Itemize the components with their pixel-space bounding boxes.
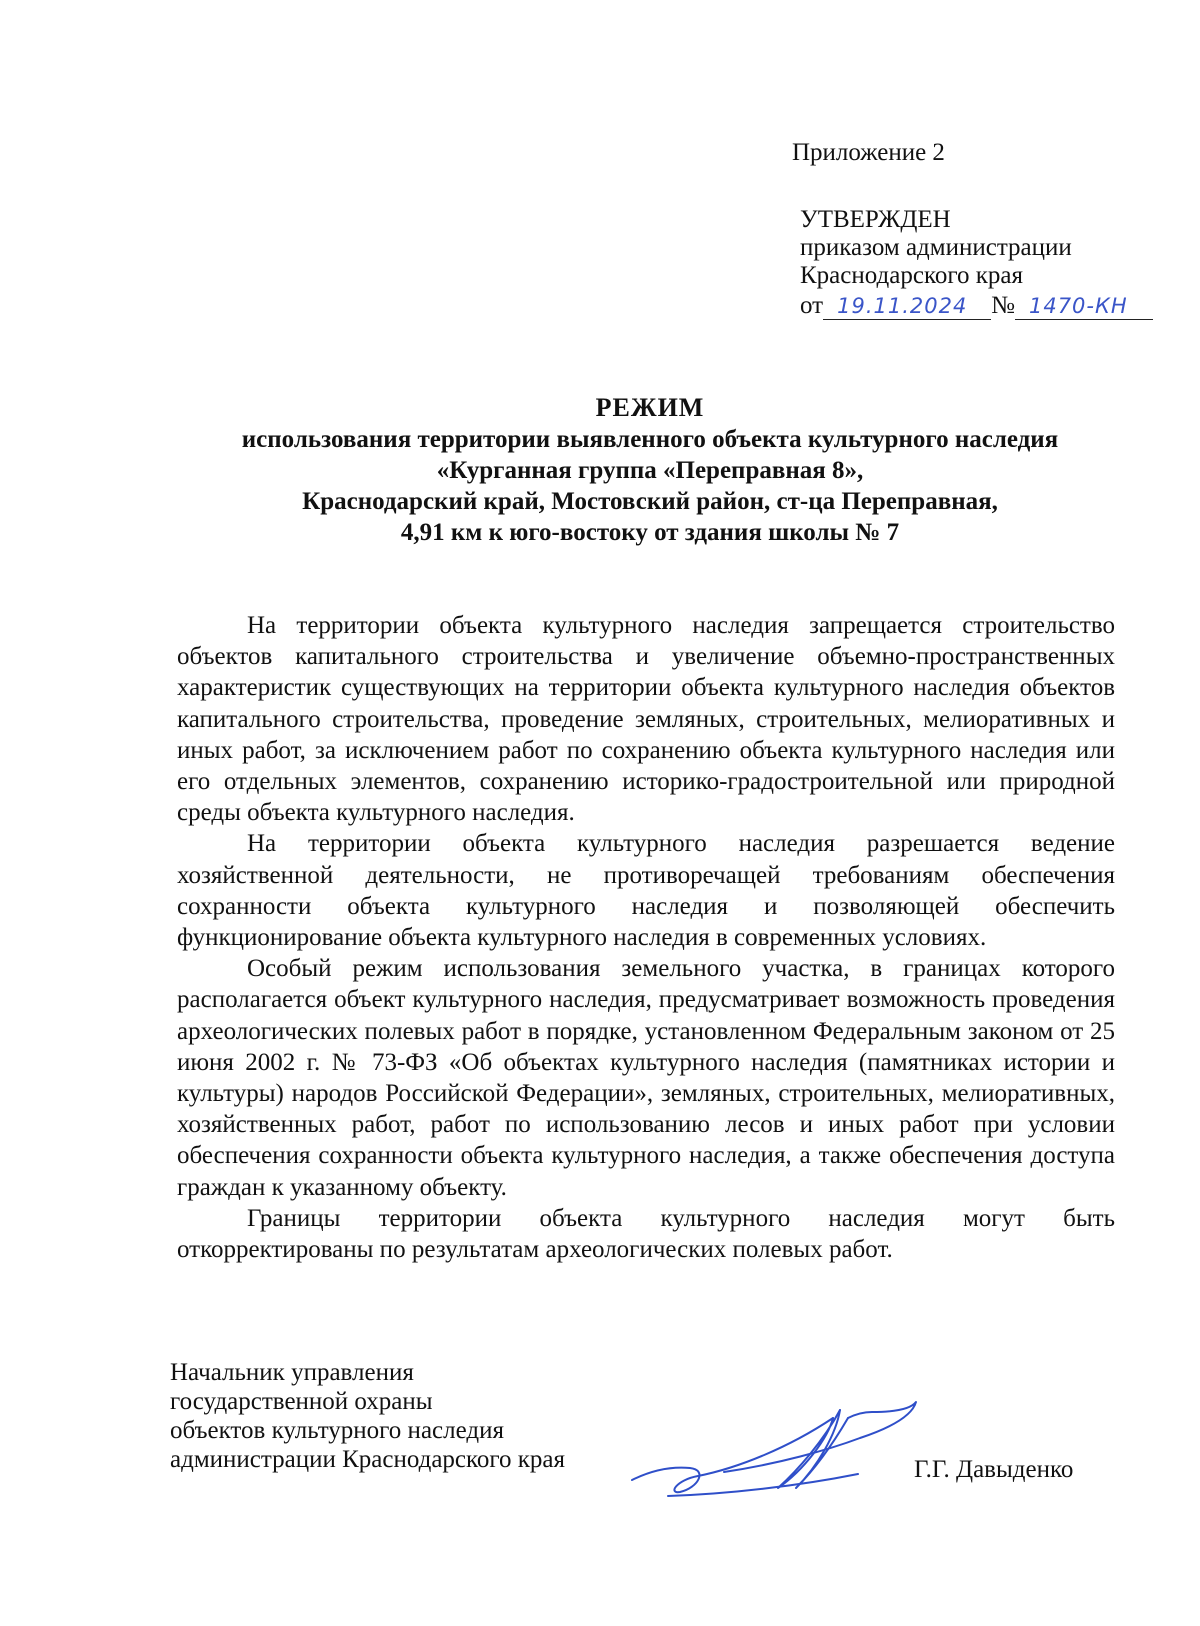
paragraph-prohibition: На территории объекта культурного наследия запрещается строительство объектов капитального строительства и увеличение объемно-пространственных характеристик существующих на территории объекта культурного наследия объектов капитального строительства, проведение земляных, строительных, мелиоративных и иных работ, за исключением работ по сохранению объекта культурного наследия или его отдельных элементов, сохранению историко-градостроительной или природной среды объекта культурного наследия. xyxy=(177,612,1115,827)
paragraph-permitted-activity: На территории объекта культурного наследия разрешается ведение хозяйственной деятельности, не противоречащей требованиям обеспечения сохранности объекта культурного наследия и позволяющей обеспечить функционирование объекта культурного наследия в современных условиях. xyxy=(177,830,1115,952)
paragraph-boundaries: Границы территории объекта культурного наследия могут быть откорректированы по результатам археологических полевых работ. xyxy=(177,1204,1115,1264)
approval-line-2: Краснодарского края xyxy=(800,262,1023,289)
title-line-1: использования территории выявленного объекта культурного наследия xyxy=(241,426,1059,453)
appendix-label: Приложение 2 xyxy=(792,139,945,166)
title-line-2: «Курганная группа «Переправная 8», xyxy=(436,457,864,484)
signatory-position xyxy=(170,1358,565,1474)
approval-line-1: приказом администрации xyxy=(800,234,1072,261)
title-line-3: Краснодарский край, Мостовский район, ст-ца Переправная, xyxy=(302,488,998,515)
handwritten-date: 19.11.2024 xyxy=(823,294,991,320)
document-title xyxy=(150,392,1150,548)
signatory-line-1: Начальник управления xyxy=(170,1359,414,1386)
signatory-line-3: объектов культурного наследия xyxy=(170,1417,504,1444)
approval-date-line xyxy=(800,292,1153,320)
title-line-4: 4,91 км к юго-востоку от здания школы № 7 xyxy=(400,519,900,546)
paragraph-special-regime: Особый режим использования земельного участка, в границах которого располагается объект культурного наследия, предусматривает возможность проведения археологических полевых работ в порядке, установленном Федеральным законом от 25 июня 2002 г. № 73-ФЗ «Об объектах культурного наследия (памятниках истории и культуры) народов Российской Федерации», земляных, строительных, мелиоративных, хозяйственных работ, работ по использованию лесов и иных работ при условии обеспечения сохранности объекта культурного наследия, а также обеспечения доступа граждан к указанному объекту. xyxy=(177,955,1115,1201)
date-prefix: от xyxy=(800,292,824,319)
signatory-line-4: администрации Краснодарского края xyxy=(170,1446,566,1473)
handwritten-signature xyxy=(628,1388,918,1508)
approval-heading: УТВЕРЖДЕН xyxy=(800,206,951,233)
signatory-name: Г.Г. Давыденко xyxy=(914,1456,1074,1483)
document-body xyxy=(177,610,1115,1265)
number-prefix: № xyxy=(991,292,1015,319)
signatory-line-2: государственной охраны xyxy=(170,1388,433,1415)
title-main: РЕЖИМ xyxy=(595,393,705,422)
handwritten-number: 1470-КН xyxy=(1015,294,1153,320)
approval-stamp-block xyxy=(800,206,1153,320)
